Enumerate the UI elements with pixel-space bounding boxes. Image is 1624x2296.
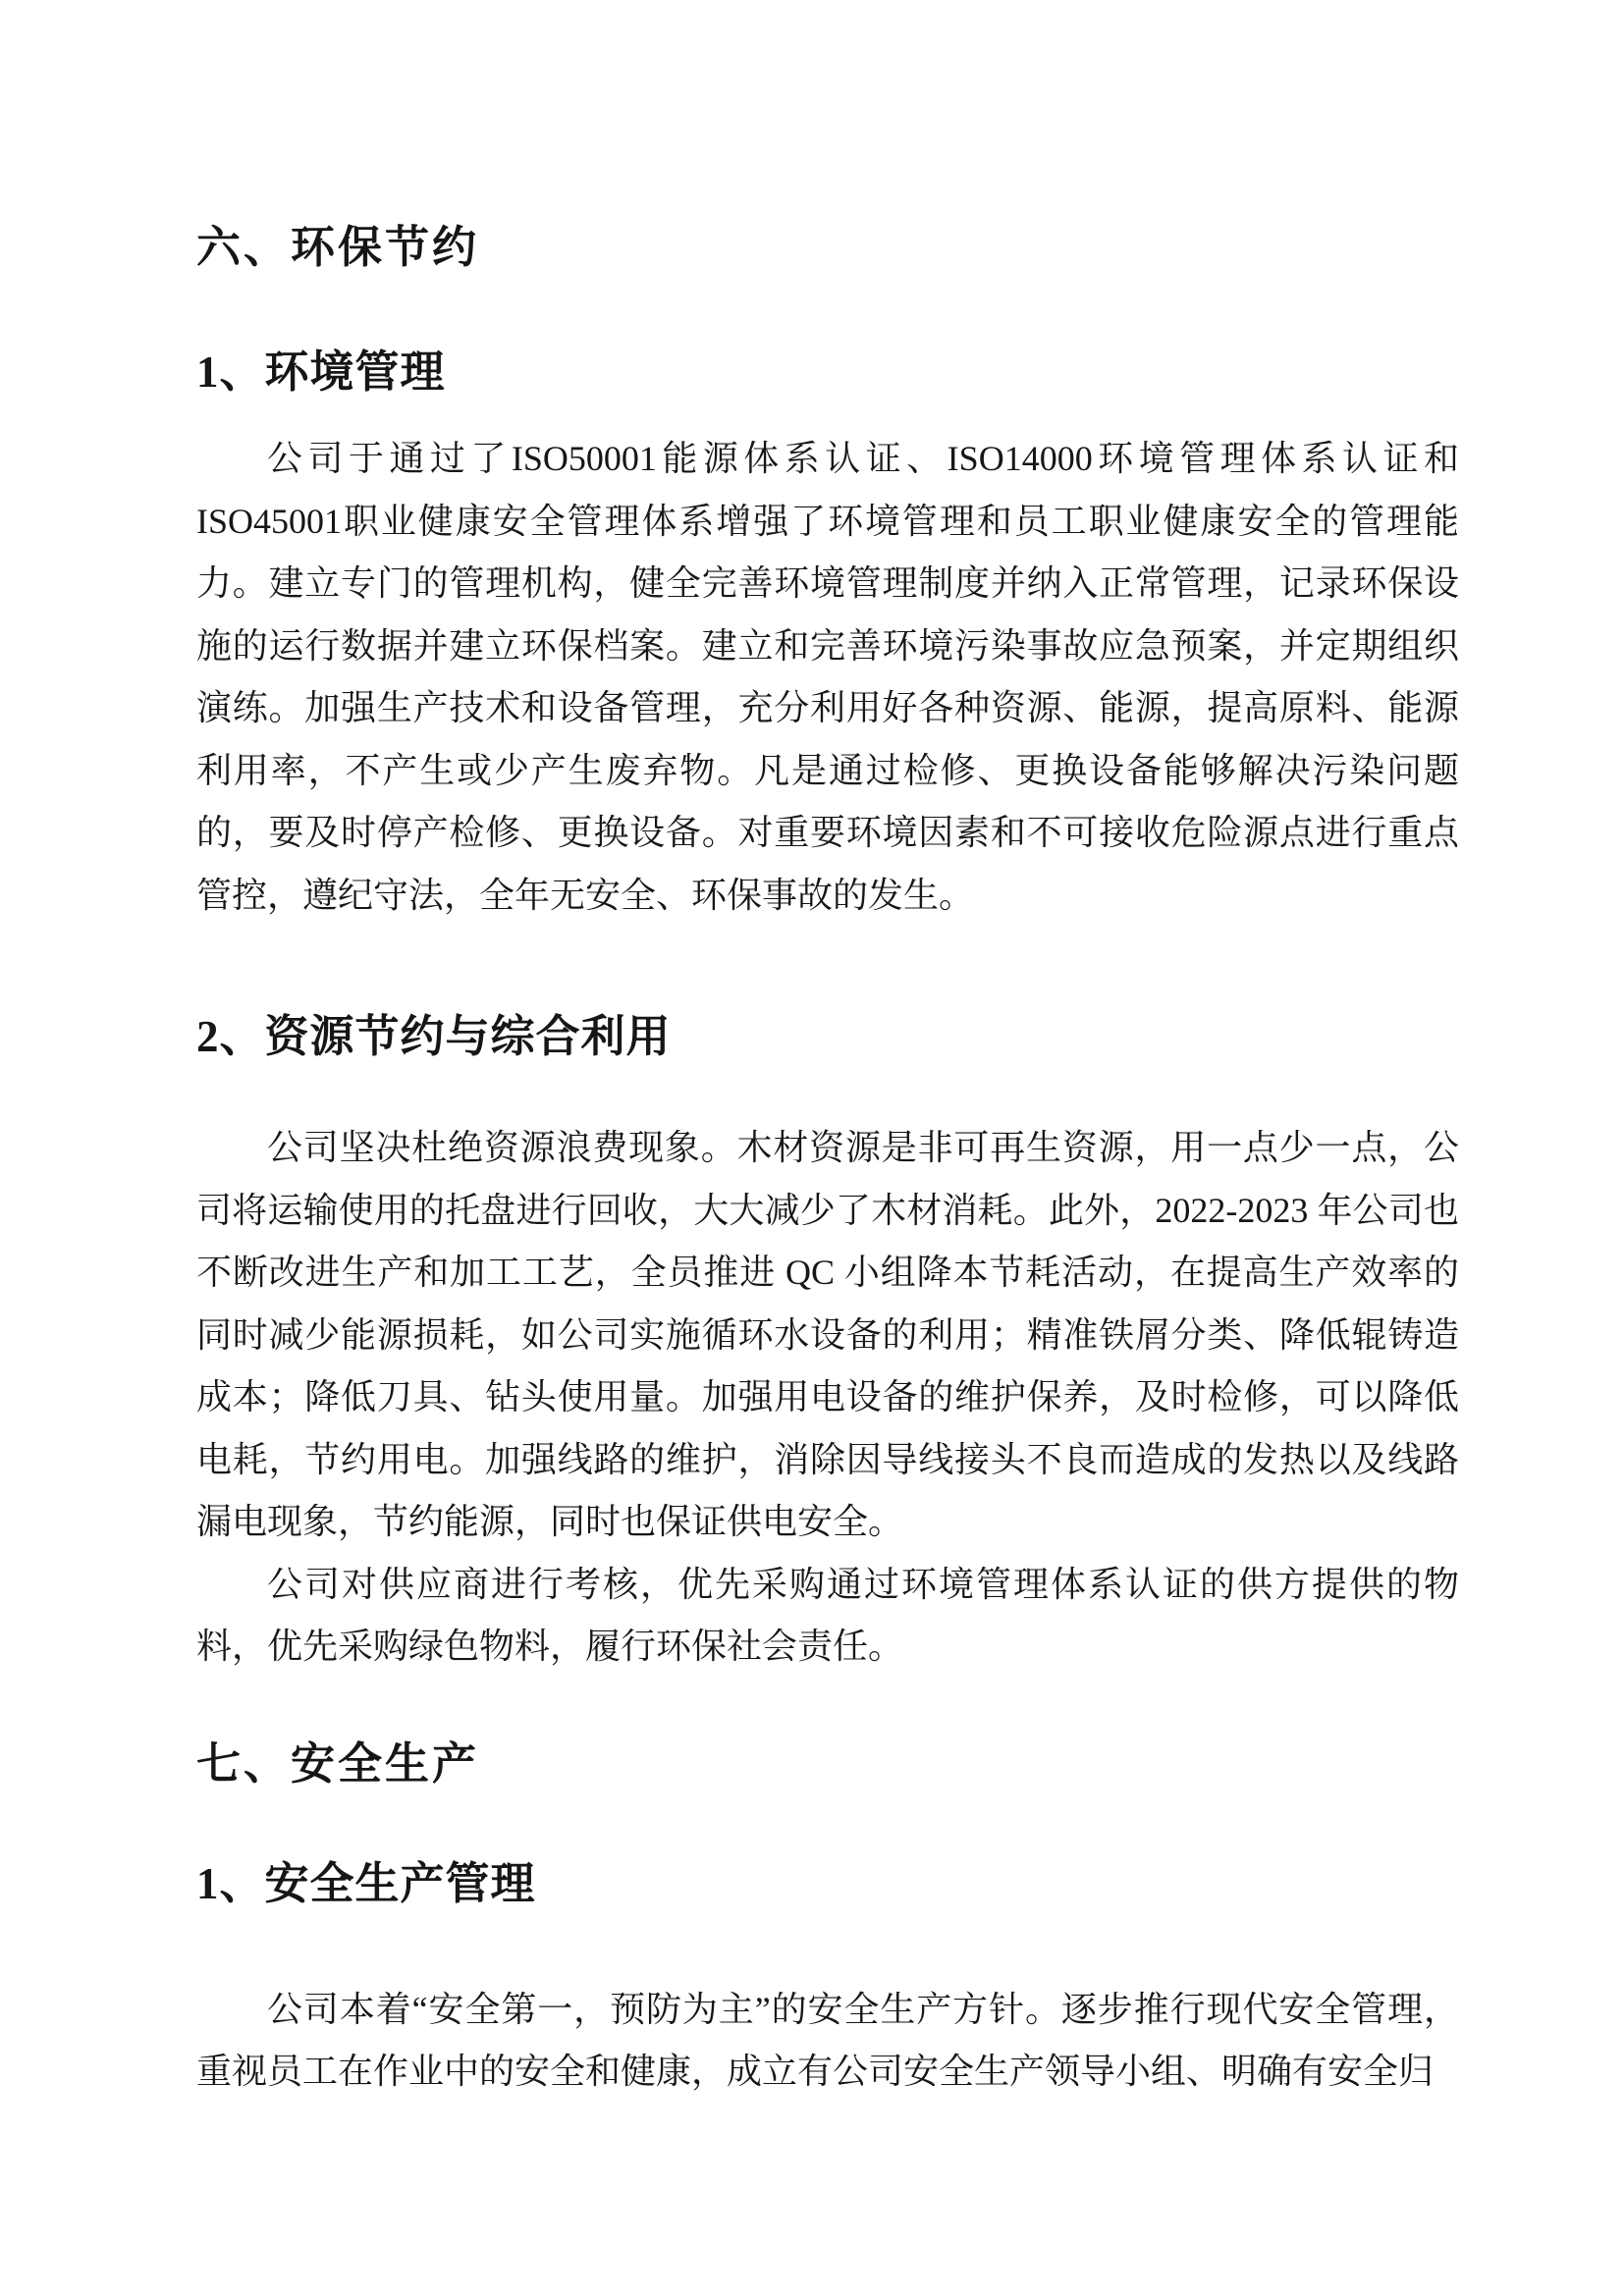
subheading-resource-saving: 2、资源节约与综合利用 xyxy=(196,1012,672,1061)
paragraph-safety-production-management: 公司本着“安全第一，预防为主”的安全生产方针。逐步推行现代安全管理，重视员工在作业中的安全和健康，成立有公司安全生产领导小组、明确有安全归 xyxy=(196,1989,1459,2091)
section-heading-safety-production: 七、安全生产 xyxy=(196,1737,480,1789)
paragraph-resource-saving-2: 公司对供应商进行考核，优先采购通过环境管理体系认证的供方提供的物料，优先采购绿色物料，履行环保社会责任。 xyxy=(196,1564,1459,1666)
subheading-environment-management: 1、环境管理 xyxy=(196,347,446,397)
section-heading-environment-saving: 六、环保节约 xyxy=(196,222,480,272)
paragraph-environment-management: 公司于通过了ISO50001能源体系认证、ISO14000环境管理体系认证和ISO45001职业健康安全管理体系增强了环境管理和员工职业健康安全的管理能力。建立专门的管理机构，健全完善环境管理制度并纳入正常管理，记录环保设施的运行数据并建立环保档案。建立和完善环境污染事故应急预案，并定期组织演练。加强生产技术和设备管理，充分利用好各种资源、能源，提高原料、能源利用率，不产生或少产生废弃物。凡是通过检修、更换设备能够解决污染问题的，要及时停产检修、更换设备。对重要环境因素和不可接收危险源点进行重点管控，遵纪守法，全年无安全、环保事故的发生。 xyxy=(196,439,1459,915)
subheading-safety-production-management: 1、安全生产管理 xyxy=(196,1858,536,1908)
paragraph-resource-saving-1: 公司坚决杜绝资源浪费现象。木材资源是非可再生资源，用一点少一点，公司将运输使用的托盘进行回收，大大减少了木材消耗。此外，2022-2023 年公司也不断改进生产和加工工艺，全员推进 QC 小组降本节耗活动，在提高生产效率的同时减少能源损耗，如公司实施循环水设备的利用；精准铁屑分类、降低辊铸造成本；降低刀具、钻头使用量。加强用电设备的维护保养，及时检修，可以降低电耗，节约用电。加强线路的维护，消除因导线接头不良而造成的发热以及线路漏电现象，节约能源，同时也保证供电安全。 xyxy=(196,1128,1459,1541)
